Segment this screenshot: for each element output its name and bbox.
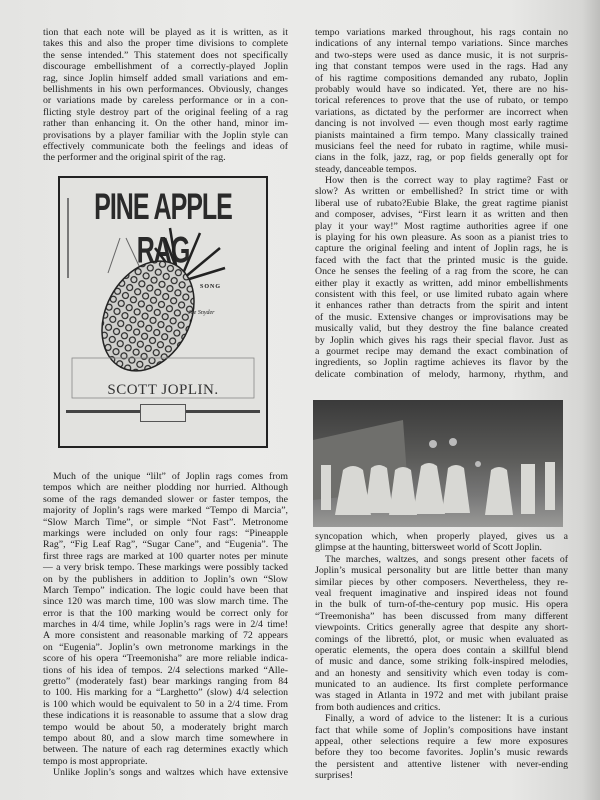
right-column-bottom-text: [315, 531, 568, 782]
sheet-music-title: PINE APPLE RAG: [94, 186, 232, 272]
text-line: is playing for his own pleasure. As soon as a pianist tries to: [315, 232, 568, 244]
text-line: Rag”, “Fig Leaf Rag”, “Sugar Cane”, and “Eugenia”. The: [43, 539, 288, 551]
text-line: play it your way!” Most ragtime authorities agree if one: [315, 220, 568, 232]
text-line: “Treemonisha” has been discussed from many different: [315, 610, 568, 622]
opera-stage-photo: [313, 400, 563, 527]
text-line: viewpoints. Critics generally agree that despite any short-: [315, 622, 568, 634]
text-line: municated to an audience. Its first complete performance: [315, 679, 568, 691]
text-line: liberal use of rubato?Eubie Blake, the great ragtime pianist: [315, 197, 568, 209]
text-line: or variations made by careless performance or in a con-: [43, 95, 288, 107]
text-line: is 100 which would be equivalent to 50 in a 2/4 time. From: [43, 698, 288, 710]
text-line: Unlike Joplin’s songs and waltzes which have extensive: [53, 767, 288, 779]
text-line: Finally, a word of advice to the listener: It is a curious: [325, 713, 568, 725]
text-line: probably would have so indicated. Yet, there are no his-: [315, 83, 568, 95]
text-line: was staged in Atlanta in 1972 and met with jubilant praise: [315, 690, 568, 702]
text-line: faced with the fact that the printed music is the guide.: [315, 254, 568, 266]
sheet-music-composer: SCOTT JOPLIN.: [107, 382, 219, 398]
text-line: March Tempo” indication. The logic could have been that: [43, 584, 288, 596]
text-line: some of the rags demanded slower or faster tempos, the: [43, 493, 288, 505]
text-line: score of his opera “Treemonisha” are more reliable indica-: [43, 653, 288, 665]
text-line: variations, as dictated by the performer are incorrect when: [315, 106, 568, 118]
text-line: tempos which are neither plodding nor hurried. Although: [43, 482, 288, 494]
stage-figures-illustration: [313, 400, 563, 527]
text-line: from both audiences and critics.: [315, 701, 441, 713]
text-line: the persistent and attentive listener with never-ending: [315, 758, 568, 770]
text-line: first three rags are marked at 100 quarter notes per minute: [43, 550, 288, 562]
pineapple-rag-sheet-music-cover-image: [58, 176, 268, 448]
text-line: marches in 4/4 time, while Joplin’s rags were in 2/4 time!: [43, 619, 288, 631]
text-line: surprises!: [315, 770, 354, 782]
text-line: pianists maintained a firm tempo. Many classically trained: [315, 129, 568, 141]
text-line: similar pieces by other composers. Nevertheless, they re-: [315, 576, 568, 588]
text-line: effectively communicate both the feelings and ideas of: [43, 140, 288, 152]
text-line: of the music. Extensive changes or improvisations may be: [315, 311, 568, 323]
text-line: gretto” (moderately fast) bear markings ranging from 84: [43, 676, 288, 688]
sheet-music-author: Joe Snyder: [188, 310, 215, 316]
text-line: of his ragtime compositions demanded any rubato, Joplin: [315, 72, 568, 84]
text-line: and composer, advises, “First learn it as written and then: [315, 209, 568, 221]
text-line: tempo about 80, and a slow march time somewhere in: [43, 732, 288, 744]
text-line: rather than enhancing it. On the other hand, minor im-: [43, 118, 288, 130]
text-line: flicting style destroy part of the original feeling of a rag: [43, 106, 288, 118]
text-line: these indications it is reasonable to assume that a slow drag: [43, 710, 288, 722]
text-line: and two-steps were used as dance music, it is not surpris-: [315, 49, 568, 61]
text-line: musically valid, but they destroy the fine balance created: [315, 323, 568, 335]
text-line: delicate combination of melody, harmony, rhythm, and: [315, 368, 568, 380]
text-line: between. The nature of each rag determines exactly which: [43, 744, 288, 756]
text-line: before they too become favorites. Joplin’s music rewards: [315, 747, 568, 759]
text-line: to 100. His marking for a “Larghetto” (slow) 4/4 selection: [43, 687, 288, 699]
sheet-music-subtitle: SONG: [200, 284, 222, 290]
text-line: majority of Joplin’s rags were marked “Tempo di Marcia”,: [43, 505, 288, 517]
publisher-label: [140, 404, 186, 422]
text-line: ingredients, so Joplin ragtime achieves its flavor by the: [315, 357, 568, 369]
right-column-top-text: [315, 27, 568, 380]
text-line: on “Eugenia”. Joplin’s own metronome markings in the: [43, 641, 288, 653]
text-line: torical references to prove that the use of rubato, or tempo: [315, 95, 568, 107]
text-line: operatic elements, the opera does contain a skillful blend: [315, 644, 568, 656]
text-line: of music and dance, some striking folk-inspired melodies,: [315, 656, 568, 668]
text-line: tempo variations marked throughout, his rags contain no: [315, 27, 568, 38]
text-line: a gourmet recipe may demand the exact combination of: [315, 345, 568, 357]
text-line: the performer and the original spirit of the rag.: [43, 152, 226, 164]
text-line: capture the original feeling and intent of Joplin rags, he is: [315, 243, 568, 255]
text-line: it enhances rather than detracts from the spirit and intent: [315, 300, 568, 312]
text-line: tions of his idea of tempos. 2/4 selections marked “Alle-: [43, 664, 288, 676]
text-line: syncopation which, when properly played, gives us a: [315, 531, 568, 542]
text-line: appeal, other selections require a few more exposures: [315, 736, 568, 748]
text-line: veal frequent imaginative and inspired ideas not found: [315, 587, 568, 599]
text-line: discourage embellishment of a correctly-played Joplin: [43, 61, 288, 73]
text-line: bellishments in his own performances. Obviously, changes: [43, 83, 288, 95]
text-line: cians in the folk, jazz, rag, or pop fields generally opt for: [315, 152, 568, 164]
text-line: the sense intended.” This statement does not specifically: [43, 49, 288, 61]
text-line: glimpse at the haunting, bittersweet world of Scott Joplin.: [315, 542, 542, 554]
text-line: The marches, waltzes, and songs present other facets of: [325, 553, 568, 565]
text-line: indications of any internal tempo variations. Since marches: [315, 38, 568, 50]
text-line: since 120 was march time, 100 was slow march time. The: [43, 596, 288, 608]
text-line: and an honesty and sensitivity which even today is com-: [315, 667, 568, 679]
text-line: on by the publishers in addition to Joplin’s own “Slow: [43, 573, 288, 585]
text-line: musicians feel the need for rubato in ragtime, while musi-: [315, 140, 568, 152]
text-line: either play it exactly as written, add minor embellishments: [315, 277, 568, 289]
text-line: provisations by a player familiar with the Joplin style can: [43, 129, 288, 141]
left-column-top-text: [43, 27, 288, 164]
text-line: comings of the librettó, plot, or music when evaluated as: [315, 633, 568, 645]
text-line: Much of the unique “lilt” of Joplin rags comes from: [53, 471, 288, 482]
text-line: steady, danceable tempos.: [315, 163, 417, 175]
text-line: Once he senses the feeling of a rag from the score, he can: [315, 266, 568, 278]
text-line: How then is the correct way to play ragtime? Fast or: [325, 175, 568, 187]
text-line: slow? As written or embellished? In strict time or with: [315, 186, 568, 198]
text-line: in the bulk of turn-of-the-century pop music. His opera: [315, 599, 568, 611]
text-line: A more consistent and reasonable marking of 72 appears: [43, 630, 288, 642]
text-line: rag, since Joplin himself added small variations and em-: [43, 72, 288, 84]
text-line: markings were included on only four rags: “Pineapple: [43, 527, 288, 539]
text-line: ing that constant tempos were used in the rags. Had any: [315, 61, 568, 73]
text-line: takes this and also the proper time divisions to complete: [43, 38, 288, 50]
text-line: error is that the 100 marking would be correct only for: [43, 607, 288, 619]
text-line: tempo is most appropriate.: [43, 755, 148, 767]
text-line: tion that each note will be played as it is written, as it: [43, 27, 288, 38]
text-line: tempo would be about 50, a moderately bright march: [43, 721, 288, 733]
text-line: — a very brisk tempo. These markings were possibly tacked: [43, 562, 288, 574]
text-line: fact that while some of Joplin’s compositions have instant: [315, 724, 568, 736]
text-line: dancing is not involved — even though most early ragtime: [315, 118, 568, 130]
text-line: “Slow March Time”, or simple “Not Fast”. Metronome: [43, 516, 288, 528]
left-column-bottom-text: [43, 471, 288, 779]
text-line: by Joplin which gives his rags their special flavor. Just as: [315, 334, 568, 346]
text-line: Joplin’s musical personality but are little better than many: [315, 565, 568, 577]
text-line: consistent with this feel, or use limited rubato again where: [315, 288, 568, 300]
